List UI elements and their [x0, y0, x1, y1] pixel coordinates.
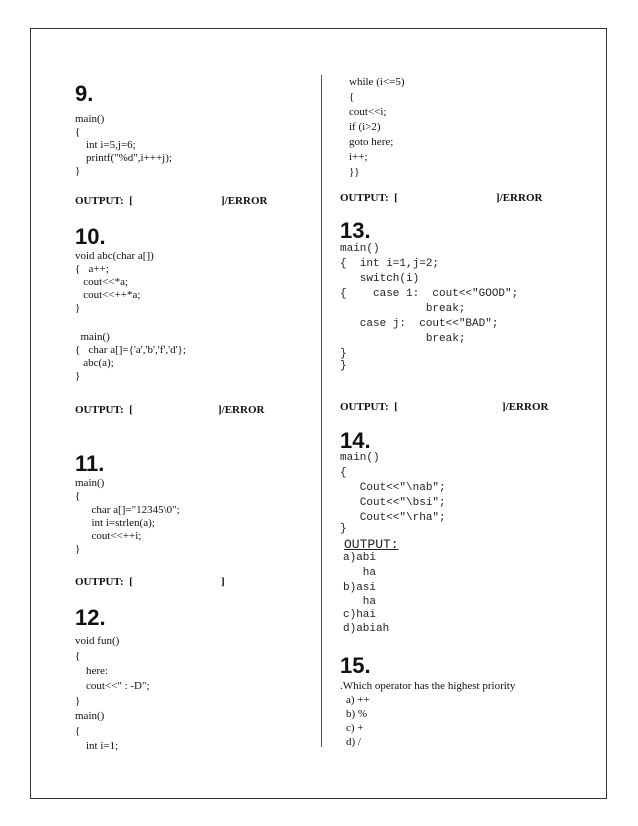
code-line: int i=1; — [75, 740, 119, 752]
code-line: { — [75, 126, 81, 138]
code-line: void abc(char a[]) — [75, 250, 154, 262]
option-line: a) ++ — [346, 694, 370, 706]
code-line: char a[]="12345\0"; — [75, 504, 180, 516]
code-line: case j: cout<<"BAD"; — [340, 318, 499, 330]
code-line: } — [340, 523, 347, 535]
code-line: cout<<i; — [349, 106, 387, 118]
question-10-number: 10. — [75, 224, 106, 249]
question-9-output-suffix: ]/ERROR — [221, 195, 268, 207]
code-line: i++; — [349, 151, 368, 163]
code-line: void fun() — [75, 635, 120, 647]
option-line: b) % — [346, 708, 368, 720]
code-line: while (i<=5) — [349, 76, 405, 88]
question-14-number: 14. — [340, 428, 371, 453]
code-line: } — [75, 543, 81, 555]
code-line: Cout<<"\bsi"; — [340, 497, 446, 509]
code-line: break; — [340, 333, 466, 345]
code-line: break; — [340, 303, 466, 315]
code-line: cout<<++*a; — [75, 289, 141, 301]
code-line: cout<<*a; — [75, 276, 129, 288]
code-line: abc(a); — [75, 357, 114, 369]
option-line: ha — [343, 596, 377, 608]
option-line: a)abi — [343, 552, 377, 564]
code-line: main() — [75, 331, 110, 343]
question-11-number: 11. — [75, 451, 105, 476]
code-line: if (i>2) — [349, 121, 381, 133]
code-line: main() — [75, 710, 105, 722]
question-9-number: 9. — [75, 81, 94, 106]
code-line: switch(i) — [340, 273, 420, 285]
code-line: int i=strlen(a); — [75, 517, 155, 529]
code-line: printf("%d",i+++j); — [75, 152, 172, 164]
question-15-text: .Which operator has the highest priority — [340, 680, 516, 692]
code-line: { — [340, 467, 347, 479]
code-line: { — [349, 91, 355, 103]
question-9-output-label: OUTPUT: [ — [75, 195, 133, 207]
code-line: int i=5,j=6; — [75, 139, 136, 151]
question-11-output-suffix: ] — [221, 576, 225, 588]
code-line: } — [340, 360, 347, 372]
question-13-number: 13. — [340, 218, 371, 243]
code-line: main() — [75, 113, 105, 125]
code-line: { a++; — [75, 263, 109, 275]
code-line: Cout<<"\rha"; — [340, 512, 446, 524]
question-15-number: 15. — [340, 653, 371, 678]
code-line: main() — [75, 477, 105, 489]
code-line: Cout<<"\nab"; — [340, 482, 446, 494]
question-10-output-label: OUTPUT: [ — [75, 404, 133, 416]
code-line: cout<<++i; — [75, 530, 142, 542]
code-line: here: — [75, 665, 108, 677]
code-line: { int i=1,j=2; — [340, 258, 440, 270]
question-12-number: 12. — [75, 605, 106, 630]
code-line: { — [75, 650, 81, 662]
code-line: } — [340, 348, 347, 360]
code-line: main() — [340, 452, 380, 464]
question-13-output-label: OUTPUT: [ — [340, 401, 398, 413]
question-11-output-label: OUTPUT: [ — [75, 576, 133, 588]
question-14-output-label: OUTPUT: — [344, 537, 399, 552]
code-line: main() — [340, 243, 380, 255]
code-line: } — [75, 370, 81, 382]
question-12-output-label: OUTPUT: [ — [340, 192, 398, 204]
code-line: goto here; — [349, 136, 394, 148]
question-12-output-suffix: ]/ERROR — [496, 192, 543, 204]
option-line: c)hai — [343, 609, 377, 621]
code-line: cout<<" : -D"; — [75, 680, 150, 692]
column-divider — [321, 75, 322, 747]
option-line: c) + — [346, 722, 364, 734]
code-line: { — [75, 725, 81, 737]
code-line: } — [75, 302, 81, 314]
question-13-output-suffix: ]/ERROR — [502, 401, 549, 413]
option-line: d) / — [346, 736, 361, 748]
option-line: d)abiah — [343, 623, 390, 635]
code-line: }} — [349, 166, 360, 178]
code-line: } — [75, 695, 81, 707]
question-10-output-suffix: ]/ERROR — [218, 404, 265, 416]
code-line: } — [75, 165, 81, 177]
option-line: b)asi — [343, 582, 377, 594]
code-line: { char a[]={'a','b','f','d'}; — [75, 344, 186, 356]
option-line: ha — [343, 567, 377, 579]
code-line: { case 1: cout<<"GOOD"; — [340, 288, 519, 300]
code-line: { — [75, 490, 81, 502]
